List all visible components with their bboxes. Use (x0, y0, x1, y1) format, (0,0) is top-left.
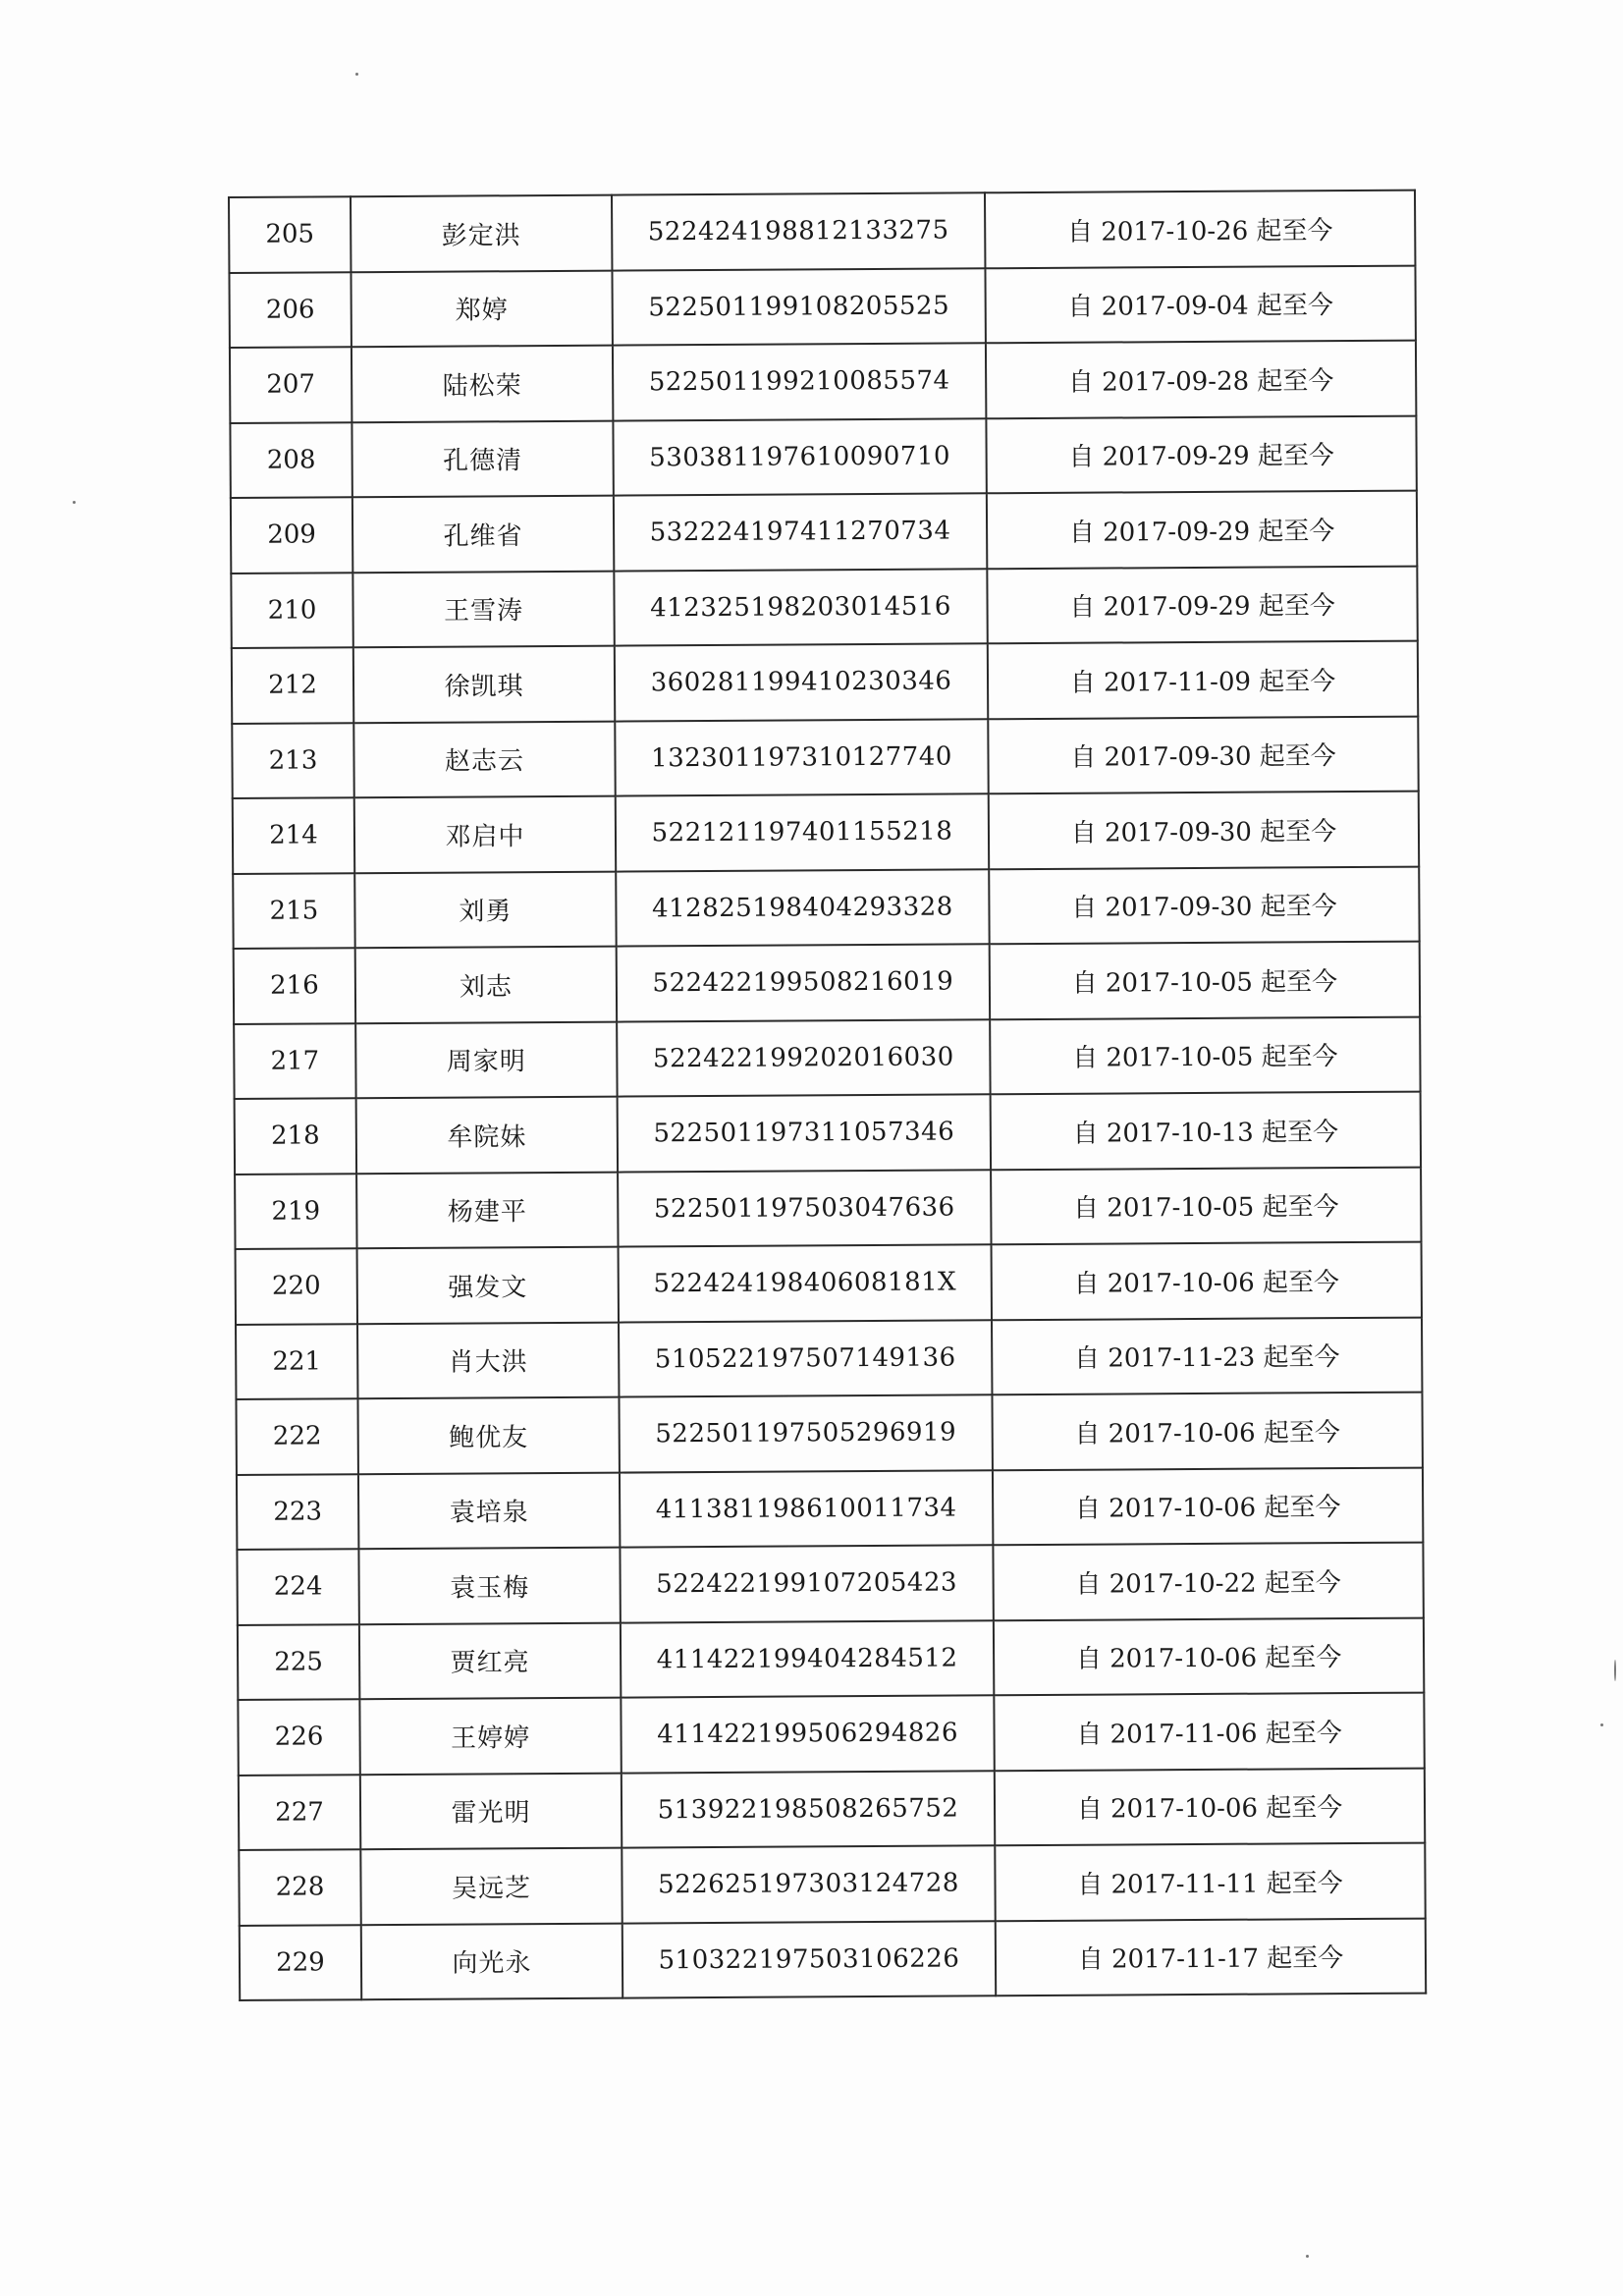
row-number-cell: 218 (235, 1098, 356, 1174)
period-cell: 自 2017-10-13 起至今 (991, 1092, 1421, 1170)
roster-table-container (228, 190, 1417, 2001)
row-number-cell: 221 (236, 1324, 357, 1399)
name-cell: 向光永 (361, 1923, 622, 1999)
name-cell: 郑婷 (351, 270, 612, 347)
scan-speck (1600, 1723, 1603, 1726)
table-row (238, 1693, 1424, 1776)
id-number-cell: 412325198203014516 (614, 569, 987, 646)
table-row (237, 1467, 1423, 1550)
id-number-cell: 522501199210085574 (613, 343, 986, 420)
row-number-cell: 219 (235, 1174, 356, 1249)
period-cell: 自 2017-10-22 起至今 (993, 1543, 1423, 1620)
table-row (231, 566, 1417, 648)
table-row (233, 866, 1419, 949)
id-number-cell: 522424198812133275 (612, 192, 985, 270)
id-number-cell: 52242419840608181X (619, 1244, 992, 1322)
name-cell: 王雪涛 (352, 571, 614, 647)
name-cell: 刘志 (355, 947, 617, 1023)
table-row (230, 415, 1416, 498)
table-row (229, 191, 1415, 273)
table-row (236, 1242, 1422, 1325)
row-number-cell: 225 (238, 1624, 359, 1700)
period-cell: 自 2017-10-06 起至今 (993, 1467, 1423, 1545)
id-number-cell: 411422199506294826 (621, 1695, 994, 1773)
period-cell: 自 2017-10-05 起至今 (990, 942, 1420, 1019)
id-number-cell: 530381197610090710 (613, 418, 986, 496)
id-number-cell: 522422199107205423 (620, 1545, 993, 1622)
name-cell: 赵志云 (353, 721, 615, 797)
roster-table-body (229, 191, 1426, 2000)
table-row (230, 341, 1416, 423)
scan-speck (1614, 1660, 1616, 1681)
row-number-cell: 206 (229, 272, 351, 348)
table-row (232, 716, 1418, 798)
name-cell: 牟院妹 (356, 1097, 618, 1174)
table-row (239, 1768, 1425, 1850)
period-cell: 自 2017-10-26 起至今 (985, 191, 1415, 268)
id-number-cell: 411422199404284512 (621, 1620, 994, 1698)
name-cell: 彭定洪 (351, 195, 612, 272)
name-cell: 孔维省 (352, 496, 614, 573)
scan-speck (355, 73, 358, 76)
period-cell: 自 2017-09-29 起至今 (986, 415, 1416, 493)
table-row (229, 265, 1415, 348)
period-cell: 自 2017-10-06 起至今 (995, 1768, 1425, 1845)
id-number-cell: 522501199108205525 (612, 268, 985, 346)
period-cell: 自 2017-09-30 起至今 (988, 716, 1418, 793)
name-cell: 雷光明 (360, 1773, 622, 1849)
id-number-cell: 522422199202016030 (617, 1019, 990, 1097)
name-cell: 杨建平 (356, 1172, 618, 1248)
table-row (235, 1167, 1421, 1249)
row-number-cell: 226 (238, 1699, 359, 1775)
period-cell: 自 2017-10-06 起至今 (992, 1242, 1422, 1320)
name-cell: 强发文 (357, 1247, 619, 1324)
id-number-cell: 360281199410230346 (615, 643, 988, 721)
name-cell: 王婷婷 (359, 1698, 621, 1775)
row-number-cell: 216 (234, 948, 355, 1023)
name-cell: 袁培泉 (358, 1472, 620, 1549)
name-cell: 陆松荣 (352, 346, 613, 422)
id-number-cell: 532224197411270734 (614, 493, 987, 571)
name-cell: 吴远芝 (360, 1848, 622, 1925)
period-cell: 自 2017-09-04 起至今 (985, 265, 1415, 343)
period-cell: 自 2017-11-17 起至今 (996, 1918, 1426, 1995)
row-number-cell: 223 (237, 1474, 358, 1550)
row-number-cell: 208 (230, 422, 352, 498)
scan-speck (1306, 2255, 1309, 2258)
table-row (231, 491, 1417, 574)
table-row (240, 1918, 1426, 2000)
name-cell: 徐凯琪 (353, 646, 615, 723)
scan-speck (73, 501, 76, 504)
name-cell: 贾红亮 (359, 1622, 621, 1699)
table-row (234, 1016, 1420, 1099)
row-number-cell: 222 (236, 1398, 357, 1474)
period-cell: 自 2017-09-30 起至今 (989, 792, 1419, 869)
period-cell: 自 2017-09-29 起至今 (987, 491, 1417, 569)
id-number-cell: 132301197310127740 (615, 719, 988, 796)
table-row (236, 1393, 1422, 1475)
period-cell: 自 2017-11-09 起至今 (988, 641, 1418, 719)
roster-table (228, 190, 1427, 2001)
table-row (234, 942, 1420, 1024)
row-number-cell: 215 (233, 873, 354, 949)
row-number-cell: 210 (231, 573, 352, 648)
id-number-cell: 522121197401155218 (616, 793, 989, 871)
row-number-cell: 224 (237, 1549, 358, 1624)
period-cell: 自 2017-11-11 起至今 (995, 1843, 1425, 1921)
id-number-cell: 412825198404293328 (616, 869, 989, 947)
row-number-cell: 217 (234, 1023, 355, 1099)
id-number-cell: 510322197503106226 (622, 1921, 996, 1998)
id-number-cell: 522625197303124728 (622, 1845, 995, 1923)
period-cell: 自 2017-09-29 起至今 (987, 566, 1417, 643)
row-number-cell: 212 (232, 647, 353, 723)
id-number-cell: 513922198508265752 (622, 1771, 995, 1848)
row-number-cell: 207 (230, 347, 352, 422)
period-cell: 自 2017-11-06 起至今 (994, 1693, 1424, 1771)
name-cell: 袁玉梅 (358, 1548, 620, 1624)
period-cell: 自 2017-10-05 起至今 (990, 1016, 1420, 1094)
period-cell: 自 2017-10-06 起至今 (992, 1393, 1422, 1470)
table-row (237, 1543, 1423, 1625)
id-number-cell: 522422199508216019 (617, 944, 990, 1021)
period-cell: 自 2017-11-23 起至今 (992, 1317, 1422, 1394)
id-number-cell: 522501197311057346 (618, 1094, 991, 1172)
row-number-cell: 227 (239, 1775, 360, 1850)
row-number-cell: 220 (236, 1248, 357, 1324)
period-cell: 自 2017-10-06 起至今 (994, 1617, 1424, 1695)
period-cell: 自 2017-10-05 起至今 (991, 1167, 1421, 1244)
id-number-cell: 522501197503047636 (618, 1170, 991, 1247)
period-cell: 自 2017-09-28 起至今 (986, 341, 1416, 418)
id-number-cell: 522501197505296919 (619, 1394, 992, 1472)
id-number-cell: 411381198610011734 (620, 1470, 993, 1548)
name-cell: 周家明 (355, 1021, 617, 1098)
row-number-cell: 214 (233, 797, 354, 873)
name-cell: 肖大洪 (357, 1322, 619, 1398)
table-row (232, 641, 1418, 724)
table-row (235, 1092, 1421, 1175)
row-number-cell: 209 (231, 497, 352, 573)
row-number-cell: 228 (239, 1849, 360, 1925)
name-cell: 刘勇 (354, 871, 616, 948)
name-cell: 鲍优友 (357, 1397, 619, 1474)
row-number-cell: 229 (240, 1925, 361, 2000)
table-row (236, 1317, 1422, 1399)
row-number-cell: 205 (229, 196, 351, 272)
table-row (239, 1843, 1425, 1926)
period-cell: 自 2017-09-30 起至今 (989, 866, 1419, 944)
id-number-cell: 510522197507149136 (619, 1320, 992, 1397)
table-row (233, 792, 1419, 874)
name-cell: 孔德清 (352, 420, 613, 497)
row-number-cell: 213 (232, 723, 353, 798)
table-row (238, 1617, 1424, 1700)
name-cell: 邓启中 (354, 796, 616, 873)
